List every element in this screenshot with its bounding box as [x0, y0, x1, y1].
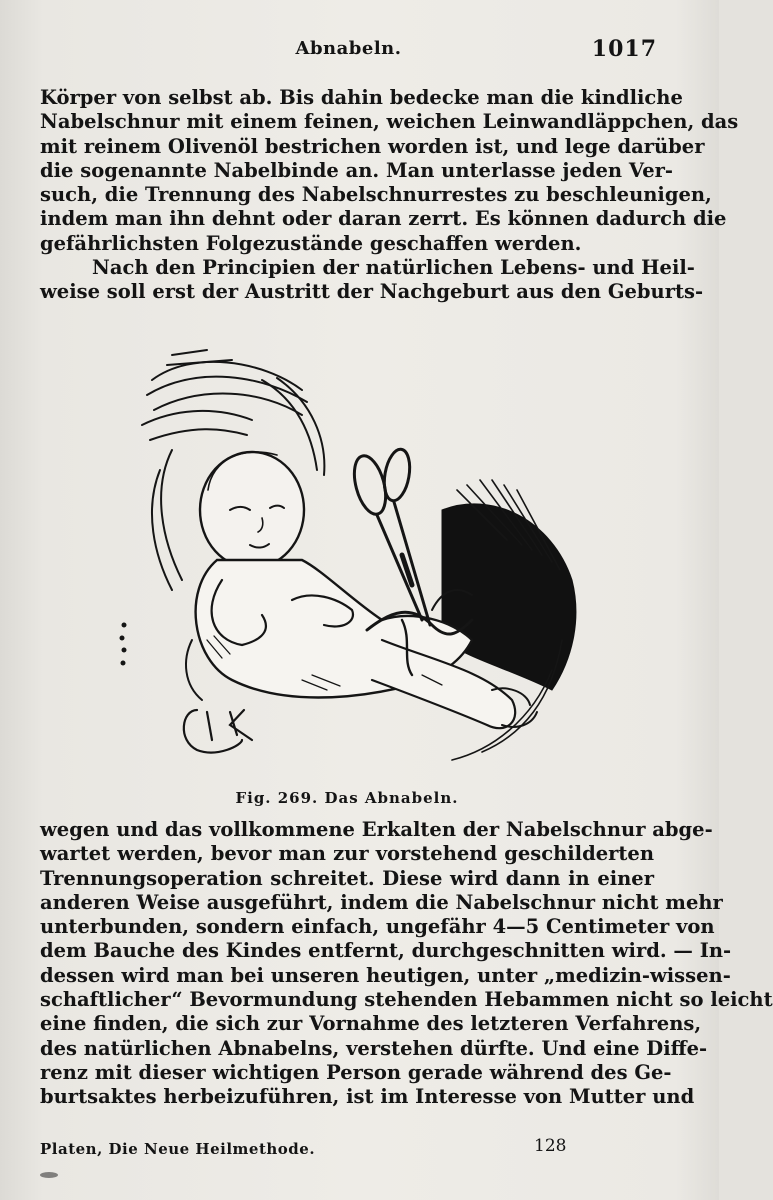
- text-line: Körper von selbst ab. Bis dahin bedecke man die kindliche: [40, 86, 683, 109]
- page-footer: [40, 1136, 654, 1164]
- scissors-icon: [349, 447, 430, 625]
- body-text-top: [40, 86, 739, 305]
- text-line: dem Bauche des Kindes entfernt, durchgeschnitten wird. — In-: [40, 939, 732, 963]
- text-line: such, die Trennung des Nabelschnurrestes zu beschleunigen,: [40, 183, 712, 207]
- artist-monogram: [184, 710, 252, 753]
- text-line: anderen Weise ausgeführt, indem die Nabelschnur nicht mehr: [40, 890, 723, 914]
- page-number: 1017: [591, 36, 657, 62]
- page-header: [40, 38, 657, 64]
- text-line: eine finden, die sich zur Vornahme des letzteren Verfahrens,: [40, 1012, 702, 1036]
- baby-and-scissors-illustration: [112, 340, 592, 780]
- text-line: Nabelschnur mit einem feinen, weichen Leinwandläppchen, das: [40, 110, 739, 134]
- text-line: weise soll erst der Austritt der Nachgeburt aus den Geburts-: [40, 280, 704, 304]
- figure-caption: Fig. 269. Das Abnabeln.: [235, 789, 459, 807]
- text-line: renz mit dieser wichtigen Person gerade während des Ge-: [40, 1060, 672, 1084]
- text-line: Nach den Principien der natürlichen Lebens- und Heil-: [92, 256, 695, 280]
- text-line: Trennungsoperation schreitet. Diese wird dann in einer: [40, 866, 654, 890]
- text-line: mit reinem Olivenöl bestrichen worden ist, und lege darüber: [40, 134, 705, 158]
- text-line: des natürlichen Abnabelns, verstehen dürfte. Und eine Diffe-: [40, 1036, 708, 1060]
- text-line: die sogenannte Nabelbinde an. Man unterlasse jeden Ver-: [40, 158, 673, 182]
- text-line: dessen wird man bei unseren heutigen, unter „medizin-wissen-: [40, 963, 731, 987]
- running-title: Abnabeln.: [295, 38, 402, 59]
- figure-illustration: [112, 340, 592, 780]
- ink-smudge: [40, 1172, 58, 1178]
- decorative-dots: [120, 623, 127, 666]
- text-line: gefährlichsten Folgezustände geschaffen werden.: [40, 231, 582, 255]
- text-line: wartet werden, bevor man zur vorstehend geschilderten: [40, 842, 654, 866]
- text-line: schaftlicher“ Bevormundung stehenden Hebammen nicht so leicht: [40, 988, 773, 1012]
- text-line: indem man ihn dehnt oder daran zerrt. Es können dadurch die: [40, 207, 727, 231]
- sheet-number: 128: [534, 1136, 567, 1156]
- text-line: burtsaktes herbeizuführen, ist im Interesse von Mutter und: [40, 1085, 695, 1109]
- text-line: wegen und das vollkommene Erkalten der Nabelschnur abge-: [40, 818, 713, 841]
- body-text-bottom: [40, 818, 773, 1110]
- text-line: unterbunden, sondern einfach, ungefähr 4—5 Centimeter von: [40, 915, 715, 939]
- book-signature: Platen, Die Neue Heilmethode.: [40, 1140, 316, 1158]
